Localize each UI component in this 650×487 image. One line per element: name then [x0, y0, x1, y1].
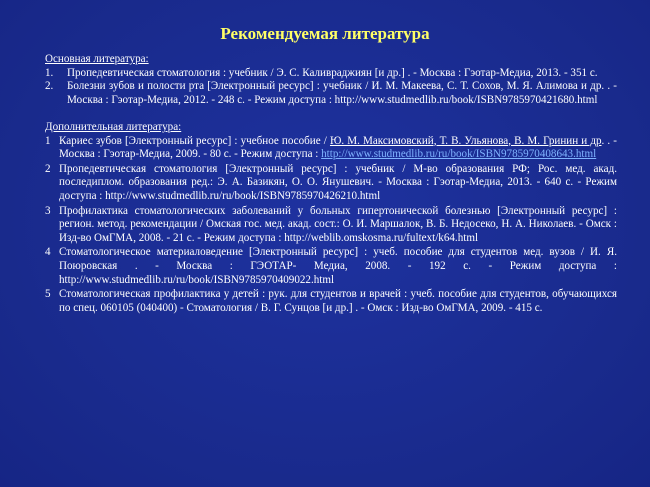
list-item-text: Стоматологическая профилактика у детей : рук. для студентов и врачей : учеб. пособие для студентов, обучающихся по спец. 060105 (040400) - Стоматология / В. Г. Сунцов [и др.] . - Омск : Изд-во ОмГМА, 2009. - 415 с. — [59, 288, 617, 314]
list-item-number: 4 — [45, 246, 51, 259]
main-literature-heading: Основная литература: — [45, 53, 149, 65]
list-item-number: 2. — [45, 80, 54, 93]
list-item — [45, 67, 617, 81]
list-item — [45, 205, 617, 246]
list-item-number: 2 — [45, 162, 51, 175]
list-item-number: 1. — [45, 66, 54, 79]
list-item-text: Пропедевтическая стоматология : учебник / Э. С. Каливраджиян [и др.] . - Москва : Гэотар-Медиа, 2013. - 351 с. — [67, 66, 598, 79]
list-item-number: 5 — [45, 288, 51, 301]
main-literature-list — [45, 67, 617, 108]
list-item — [45, 80, 617, 107]
list-item-text: Профилактика стоматологических заболеваний у больных гипертонической болезнью [Электронный ресурс] : регион. метод. рекомендации / Омская гос. мед. акад. сост.: О. И. Маршалок, В. Б. Недосеко, Н. А. Николаев. - Омск : Изд-во ОмГМА, 2008. - 21 с. - Режим доступа : http://weblib.omskosma.ru/fultext/k64.html — [59, 204, 617, 244]
additional-literature-heading: Дополнительная литература: — [45, 120, 182, 133]
slide-title: Рекомендуемая литература — [220, 24, 430, 43]
list-item-text-part: Кариес зубов [Электронный ресурс] : учебное пособие / — [59, 134, 330, 147]
list-item-text — [59, 135, 617, 162]
slide-content — [45, 53, 617, 316]
authors-text: Ю. М. Максимовский, Т. В. Ульянова, В. М. Гринин и др — [329, 134, 602, 147]
list-item — [45, 246, 617, 287]
list-item-text: Стоматологическое материаловедение [Электронный ресурс] : учеб. пособие для студентов мед. вузов / И. Я. Поюровская . - Москва : ГЭОТАР- Медиа, 2008. - 192 с. - Режим доступа : http://www.studmedlib.ru/ru/book/ISBN9785970409022.html — [59, 246, 617, 286]
list-item-text: Болезни зубов и полости рта [Электронный ресурс] : учебник / И. М. Макеева, С. Т. Сохов, М. Я. Алимова и др. . - Москва : Гэотар-Медиа, 2012. - 248 с. - Режим доступа : http://www.studmedlib.ru/book/ISBN9785970421680.html — [67, 80, 617, 106]
studmedlib-link[interactable]: http://www.studmedlib.ru/ru/book/ISBN9785970408643.html — [321, 148, 597, 161]
list-item-number: 1 — [45, 134, 51, 147]
list-item-text: Пропедевтическая стоматология [Электронный ресурс] : учебник / М-во образования РФ; Рос. мед. акад. последиплом. образования ред.: Э. А. Базикян, О. О. Янушевич. - Москва : Гэотар-Медиа, 2013. - 640 с. - Режим доступа : http://www.studmedlib.ru/ru/book/ISBN9785970426210.html — [59, 162, 617, 202]
list-item-text-part: . . - Москва : Гэотар-Медиа, 2009. - 80 с. - Режим доступа : — [59, 134, 617, 161]
list-item — [45, 163, 617, 204]
list-item — [45, 288, 617, 315]
list-item — [45, 135, 617, 162]
additional-literature-list — [45, 135, 617, 316]
list-item-number: 3 — [45, 204, 51, 217]
